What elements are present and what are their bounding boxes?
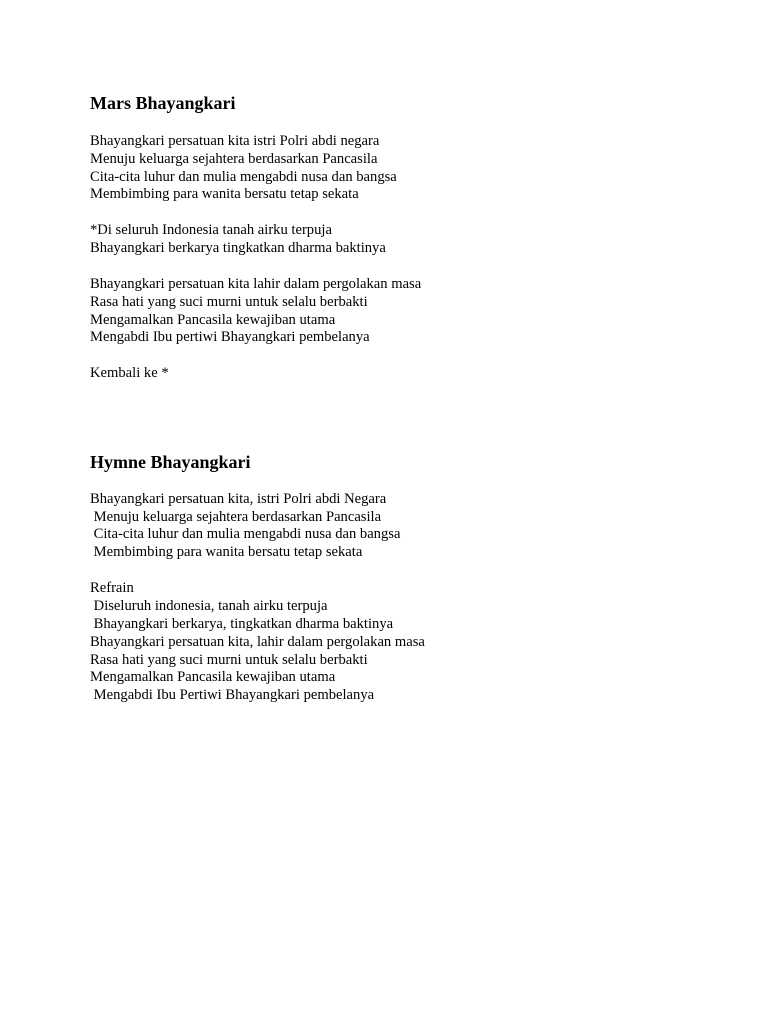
mars-title: Mars Bhayangkari: [90, 93, 236, 113]
hymne-stanza1-line-3: Cita-cita luhur dan mulia mengabdi nusa dan bangsa: [90, 526, 401, 542]
hymne-stanza2-line-3: Bhayangkari persatuan kita, lahir dalam pergolakan masa: [90, 634, 425, 650]
mars-stanza2-line-1: *Di seluruh Indonesia tanah airku terpuja: [90, 222, 332, 238]
mars-stanza1-line-4: Membimbing para wanita bersatu tetap sekata: [90, 186, 359, 202]
hymne-stanza2-line-5: Mengamalkan Pancasila kewajiban utama: [90, 669, 336, 685]
hymne-stanza1-line-2: Menuju keluarga sejahtera berdasarkan Pancasila: [90, 509, 382, 525]
hymne-title: Hymne Bhayangkari: [90, 452, 251, 472]
mars-stanza1-line-1: Bhayangkari persatuan kita istri Polri abdi negara: [90, 133, 380, 149]
hymne-stanza2-line-2: Bhayangkari berkarya, tingkatkan dharma baktinya: [90, 616, 394, 632]
mars-stanza2-line-2: Bhayangkari berkarya tingkatkan dharma baktinya: [90, 240, 386, 256]
mars-stanza3-line-2: Rasa hati yang suci murni untuk selalu berbakti: [90, 294, 368, 310]
hymne-stanza2-line-4: Rasa hati yang suci murni untuk selalu berbakti: [90, 652, 368, 668]
hymne-stanza2-line-6: Mengabdi Ibu Pertiwi Bhayangkari pembelanya: [90, 687, 375, 703]
mars-stanza3-line-4: Mengabdi Ibu pertiwi Bhayangkari pembelanya: [90, 329, 370, 345]
mars-stanza1-line-3: Cita-cita luhur dan mulia mengabdi nusa dan bangsa: [90, 169, 397, 185]
mars-stanza1-line-2: Menuju keluarga sejahtera berdasarkan Pancasila: [90, 151, 378, 167]
hymne-stanza1-line-1: Bhayangkari persatuan kita, istri Polri abdi Negara: [90, 491, 387, 507]
hymne-stanza1-line-4: Membimbing para wanita bersatu tetap sekata: [90, 544, 363, 560]
mars-stanza3-line-3: Mengamalkan Pancasila kewajiban utama: [90, 312, 336, 328]
hymne-stanza2-line-1: Diseluruh indonesia, tanah airku terpuja: [90, 598, 328, 614]
hymne-refrain-label: Refrain: [90, 580, 134, 596]
mars-stanza3-line-1: Bhayangkari persatuan kita lahir dalam pergolakan masa: [90, 276, 422, 292]
mars-closing: Kembali ke *: [90, 365, 169, 381]
